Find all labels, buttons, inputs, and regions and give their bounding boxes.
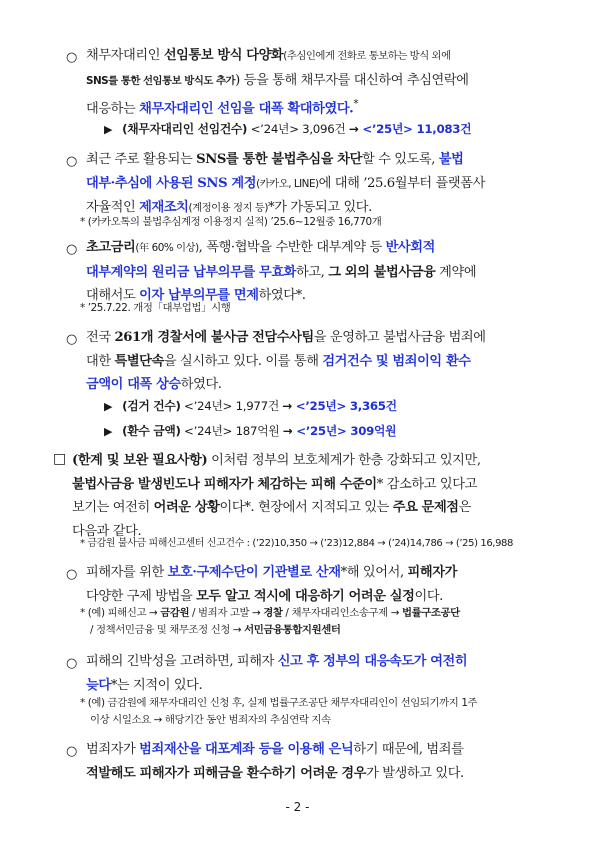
paragraph-sns-blocking: 최근 주로 활용되는 SNS를 통한 불법추심을 차단할 수 있도록, 불법 대부·추심에 사용된 SNS 계정(카카오, LINE)에 대해 ’25.6월부터 플랫폼사 자율적인 제재조치(계정이용 정지 등)*가 가동되고 있다. (86, 152, 485, 215)
page-number: - 2 - (285, 800, 310, 814)
circle-bullet: ○ (66, 744, 78, 759)
paragraph-scattered-remedies: 피해자를 위한 보호·구제수단이 기관별로 산재*해 있어서, 피해자가 다양한 구제 방법을 모두 알고 적시에 대응하기 어려운 실정이다. (86, 565, 457, 604)
paragraph-response-speed: 피해의 긴박성을 고려하면, 피해자 신고 후 정부의 대응속도가 여전히 늦다*는 지적이 있다. (86, 654, 468, 693)
footnote-report-count: * 금감원 불사금 피해신고센터 신고건수 : (’22)10,350 → (’23)12,884 → (’24)14,786 → (’25) 16,988 (80, 538, 513, 549)
stat-arrest-count: ▶ (검거 건수) <’24년> 1,977건 → <’25년> 3,365건 (104, 399, 397, 413)
footnote-loan-act: * ’25.7.22. 개정「대부업법」시행 (80, 302, 231, 314)
circle-bullet: ○ (66, 154, 78, 169)
square-bullet: □ (53, 451, 67, 467)
footnote-delay-example: * (예) 금감원에 채무자대리인 신청 후, 실제 법률구조공단 채무자대리인이 선임되기까지 1주 이상 시일소요 → 해당기간 동안 범죄자의 추심연락 지속 (80, 697, 478, 726)
paragraph-hidden-assets: 범죄자가 범죄재산을 대포계좌 등을 이용해 은닉하기 때문에, 범죄를 적발해도 피해자가 피해금을 환수하기 어려운 경우가 발생하고 있다. (86, 742, 464, 781)
footnote-kakao: * (카카오톡의 불법추심계정 이용정지 실적) ’25.6~12월중 16,770개 (80, 216, 382, 228)
circle-bullet: ○ (66, 50, 78, 65)
paragraph-high-interest: 초고금리(年 60% 이상), 폭행·협박을 수반한 대부계약 등 반사회적 대부계약의 원리금 납부의무를 무효화하고, 그 외의 불법사금융 계약에 대해서도 이자 납부의무를 면제하였다*. (86, 240, 477, 303)
paragraph-representative-expansion: 채무자대리인 선임통보 방식 다양화(추심인에게 전화로 통보하는 방식 외에 SNS를 통한 선임통보 방식도 추가) 등을 통해 채무자를 대신하여 추심연락에 대응하는 채무자대리인 선임을 대폭 확대하였다.* (86, 48, 469, 117)
paragraph-limitations: (한계 및 보완 필요사항) 이처럼 정부의 보호체계가 한층 강화되고 있지만, 불법사금융 발생빈도나 피해자가 체감하는 피해 수준이* 감소하고 있다고 보기는 여전히 어려운 상황이다*. 현장에서 지적되고 있는 주요 문제점은 다음과 같다. (72, 453, 481, 539)
footnote-agencies: * (예) 피해신고 → 금감원 / 범죄자 고발 → 경찰 / 채무자대리인소송구제 → 법률구조공단 / 정책서민금융 및 채무조정 신청 → 서민금융통합지원센터 (80, 607, 460, 636)
arrow-right-icon: ▶ (104, 425, 113, 438)
circle-bullet: ○ (66, 656, 78, 671)
arrow-right-icon: ▶ (104, 123, 113, 136)
stat-recovery-amount: ▶ (환수 금액) <’24년> 187억원 → <’25년> 309억원 (104, 424, 397, 438)
paragraph-police-crackdown: 전국 261개 경찰서에 불사금 전담수사팀을 운영하고 불법사금융 범죄에 대한 특별단속을 실시하고 있다. 이를 통해 검거건수 및 범죄이익 환수 금액이 대폭 상승하였다. (86, 330, 486, 392)
circle-bullet: ○ (66, 242, 78, 257)
circle-bullet: ○ (66, 567, 78, 582)
arrow-right-icon: ▶ (104, 400, 113, 413)
circle-bullet: ○ (66, 332, 78, 347)
stat-representative-count: ▶ (채무자대리인 선임건수) <’24년> 3,096건 → <’25년> 11,083건 (104, 122, 472, 136)
